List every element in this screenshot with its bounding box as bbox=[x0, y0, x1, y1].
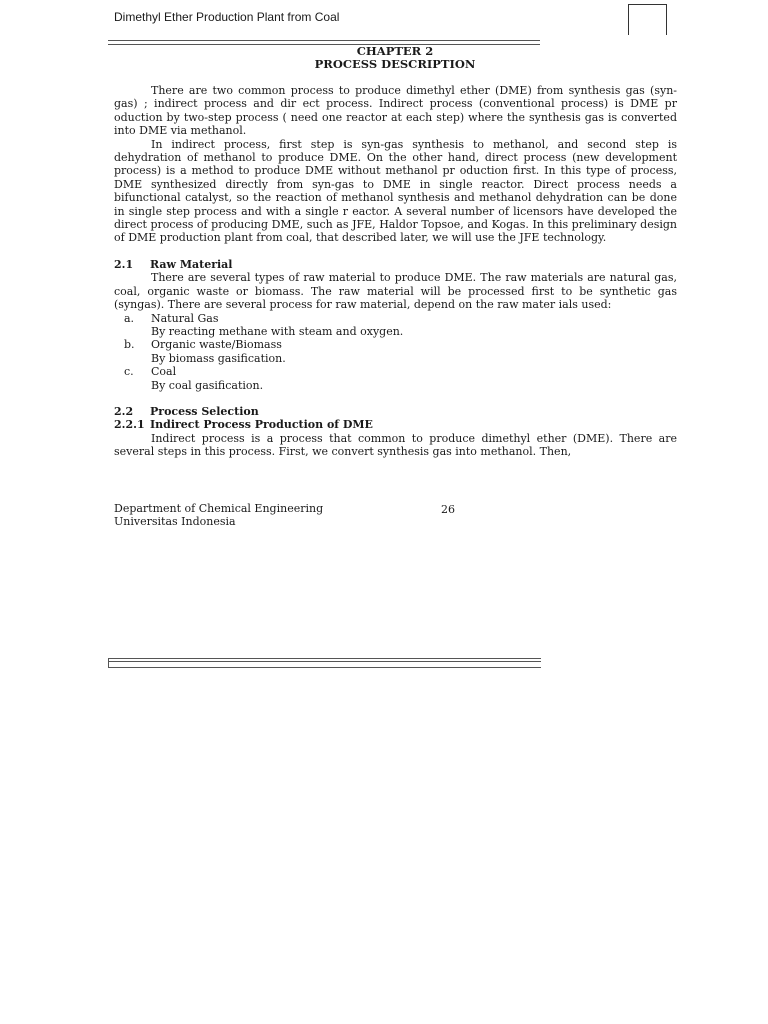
section-heading-process-selection bbox=[114, 405, 677, 418]
list-marker: c. bbox=[124, 365, 134, 379]
chapter-title: PROCESS DESCRIPTION bbox=[314, 57, 476, 71]
paragraph-indirect-direct: In indirect process, first step is syn-gas synthesis to methanol, and second step is dehydration of methanol to produce DME. On the other hand, direct process (new development process) is a method to produce DME without methanol pr oduction first. In this type of process, DME synthesized directly from syn-gas to DME in single reactor. Direct process needs a bifunctional catalyst, so the reaction of methanol synthesis and methanol dehydration can be done in single step process and with a single r eactor. A several number of licensors have developed the direct process of producing DME, such as JFE, Haldor Topsoe, and Kogas. In this preliminary design of DME production plant from coal, that described later, we will use the JFE technology. bbox=[114, 137, 677, 245]
chapter-label: CHAPTER 2 bbox=[356, 44, 434, 58]
list-item-desc: By reacting methane with steam and oxygen. bbox=[151, 324, 404, 338]
list-item-coal bbox=[114, 365, 677, 378]
subsection-title: Indirect Process Production of DME bbox=[150, 418, 373, 432]
body-text bbox=[114, 84, 677, 459]
list-marker: b. bbox=[124, 338, 135, 352]
list-item-label: Natural Gas bbox=[151, 311, 219, 325]
section-title: Process Selection bbox=[150, 404, 259, 418]
section-title: Raw Material bbox=[150, 257, 233, 271]
list-item-biomass bbox=[114, 338, 677, 351]
paragraph-indirect-process: Indirect process is a process that common to produce dimethyl ether (DME). There are several steps in this process. First, we convert synthesis gas into methanol. Then, bbox=[114, 431, 677, 459]
subsection-heading-indirect bbox=[114, 418, 677, 431]
list-marker: a. bbox=[124, 311, 135, 325]
footer-affiliation bbox=[114, 503, 323, 528]
footer-rule bbox=[108, 658, 541, 668]
list-item-desc: By coal gasification. bbox=[151, 378, 264, 392]
section-number: 2.1 bbox=[114, 257, 134, 271]
section-heading-raw-material bbox=[114, 258, 677, 271]
running-header-title: Dimethyl Ether Production Plant from Coal bbox=[114, 10, 340, 24]
header-corner-box bbox=[628, 4, 667, 35]
list-item-desc: By biomass gasification. bbox=[151, 351, 286, 365]
paragraph-raw-material: There are several types of raw material to produce DME. The raw materials are natural gas, coal, organic waste or biomass. The raw material will be processed first to be synthetic gas (syngas). There are several process for raw material, depend on the raw mater ials used: bbox=[114, 271, 677, 312]
footer-university: Universitas Indonesia bbox=[114, 514, 236, 528]
list-item-natural-gas bbox=[114, 312, 677, 325]
list-item-label: Organic waste/Biomass bbox=[151, 338, 282, 352]
subsection-number: 2.2.1 bbox=[114, 418, 145, 432]
page-number: 26 bbox=[441, 503, 455, 516]
section-number: 2.2 bbox=[114, 404, 134, 418]
paragraph-intro: There are two common process to produce dimethyl ether (DME) from synthesis gas (syn-gas) ; indirect process and dir ect process. Indirect process (conventional process) is DME pr oduction by two-step process ( need one reactor at each step) where the synthesis gas is converted into DME via methanol. bbox=[114, 84, 677, 138]
list-item-label: Coal bbox=[151, 365, 177, 379]
footer-department: Department of Chemical Engineering bbox=[114, 502, 324, 515]
